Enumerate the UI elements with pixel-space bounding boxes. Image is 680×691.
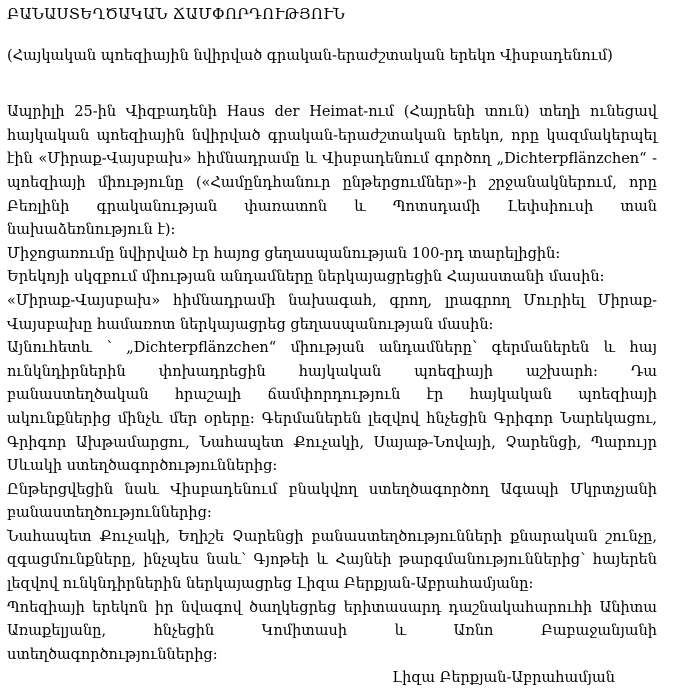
page-subtitle: (Հայկական պոեզիային նվիրված գրական-երաժշտական երեկո Վիսբադենում) [7, 47, 613, 64]
paragraph: «Միրաք-Վայսբախ» հիմնադրամի նախագահ, գրող, լրագրող Մուրիել Միրաք-Վայսբախը համառոտ ներկայացրեց ցեղասպանության մասին։ [7, 292, 657, 333]
author-signature: Լիզա Բերքյան-Աբրահամյան [392, 670, 615, 687]
paragraph: Պոեզիայի երեկոն իր նվագով ծաղկեցրեց երիտասարդ դաշնակահարուհի Անիտա Առաքելյանը, հնչեցին Կոմիտասի և Առնո Բաբաջանյանի ստեղծագործություններից։ [7, 599, 657, 663]
paragraph: Ընթերցվեցին նաև Վիսբադենում բնակվող ստեղծագործող Ագապի Մկրտչյանի բանաստեղծություններից։ [7, 481, 657, 522]
article-body [7, 101, 657, 691]
paragraph: Երեկոյի սկզբում միության անդամները ներկայացրեցին Հայաստանի մասին։ [7, 269, 605, 286]
paragraph: Նահապետ Քուչակի, Եղիշե Չարենցի բանաստեղծությունների քնարական շունչը, զգացմունքները, ինչպես նաև՝ Գյոթեի և Հայնեի թարգմանություններից՝ հայերեն լեզվով ունկնդիրներին ներկայացրեց Լիզա Բերքյան-Աբրահամյանը։ [7, 528, 657, 593]
paragraph: Ապրիլի 25-ին Վիզբադենի Haus der Heimat-ում (Հայրենի տուն) տեղի ունեցավ հայկական պոեզիային նվիրված գրական-երաժշտական երեկո, որը կազմակերպել էին «Միրաք-Վայսբախ» հիմնադրամը և Վիսբադենում գործող „Dichterpflänzchen“ - պոեզիայի միությունը («Համընդհանուր ընթերցումներ»-ի շրջանակներում, որը Բեռլինի գրականության փառատոն և Պոտսդամի Լեփսիուսի տան նախաձեռնություն է)։ [7, 104, 657, 239]
paragraph: Այնուհետև ՝ „Dichterpflänzchen“ միության անդամները՝ գերմաներեն և հայ ունկնդիրներին փոխադրեցին հայկական պոեզիայի աշխարհ։ Դա բանաստեղծական հրաշալի ճամփորդություն էր հայկական պոեզիայի ակունքներից մինչև մեր օրերը։ Գերմաներեն լեզվով հնչեցին Գրիգոր Նարեկացու, Գրիգոր Ախթամարցու, Նահապետ Քուչակի, Սայաթ-Նովայի, Չարենցի, Պարույր Սևակի ստեղծագործություններից։ [7, 340, 657, 475]
page-title: ԲԱՆԱՍՏԵՂԾԱԿԱՆ ՃԱՄՓՈՐԴՈՒԹՅՈՒՆ [7, 5, 346, 23]
paragraph: Միջոցառումը նվիրված էր հայոց ցեղասպանության 100-րդ տարելիցին։ [7, 245, 561, 262]
